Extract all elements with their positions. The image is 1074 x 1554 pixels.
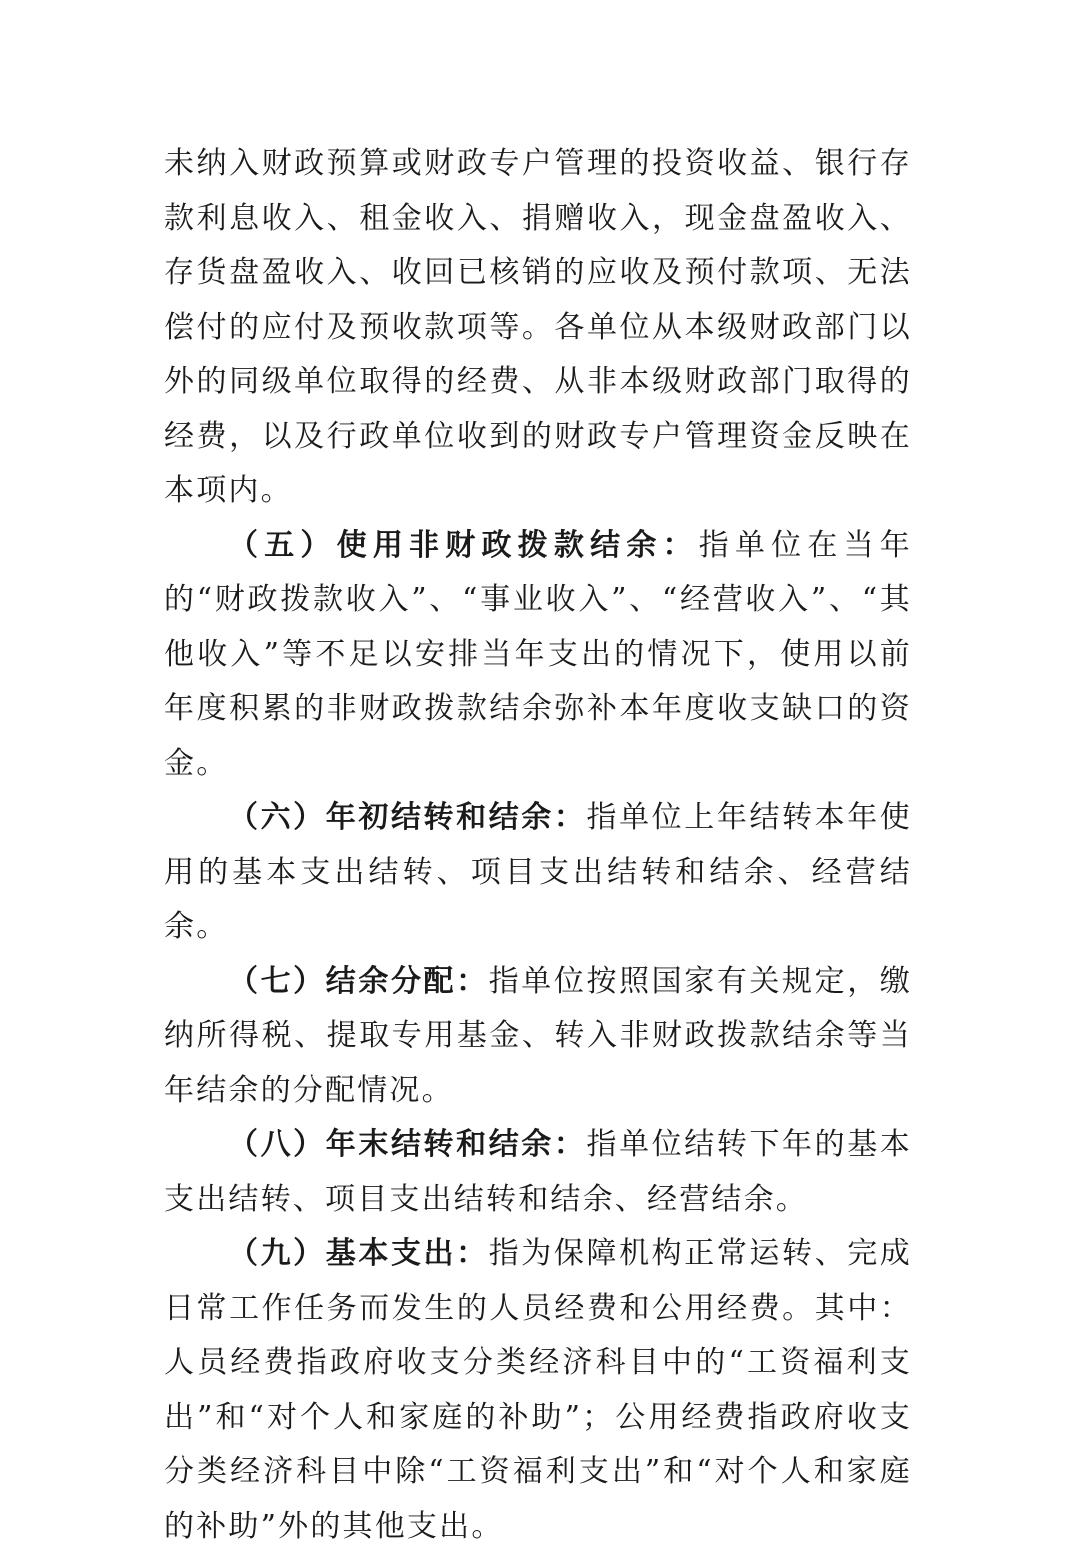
- paragraph-5: [164, 519, 912, 792]
- paragraph-text: 指为保障机构正常运转、完成日常工作任务而发生的人员经费和公用经费。其中：人员经费指政府收支分类经济科目中的“工资福利支出”和“对个人和家庭的补助”；公用经费指政府收支分类经济科目中除“工资福利支出”和“对个人和家庭的补助”外的其他支出。: [164, 1236, 912, 1544]
- paragraph-9: [164, 1227, 912, 1554]
- paragraph-text: 指单位上年结转本年使用的基本支出结转、项目支出结转和结余、经营结余。: [164, 800, 913, 944]
- paragraph-heading: （七）结余分配：: [228, 963, 489, 999]
- paragraph-continued: [164, 137, 912, 519]
- paragraph-heading: （六）年初结转和结余：: [228, 800, 587, 835]
- paragraph-7: [164, 955, 912, 1119]
- paragraph-8: [164, 1118, 912, 1227]
- paragraph-text: 指单位按照国家有关规定，缴纳所得税、提取专用基金、转入非财政拨款结余等当年结余的分配情况。: [164, 963, 912, 1108]
- paragraph-heading: （九）基本支出：: [228, 1236, 489, 1271]
- paragraph-heading: （八）年末结转和结余：: [228, 1127, 587, 1162]
- paragraph-text: 指单位在当年的“财政拨款收入”、“事业收入”、“经营收入”、“其他收入”等不足以安排当年支出的情况下，使用以前年度积累的非财政拨款结余弥补本年度收支缺口的资金。: [164, 527, 913, 781]
- paragraph-heading: （五）使用非财政拨款结余：: [228, 527, 699, 563]
- paragraph-text: 未纳入财政预算或财政专户管理的投资收益、银行存款利息收入、租金收入、捐赠收入，现金盘盈收入、存货盘盈收入、收回已核销的应收及预付款项、无法偿付的应付及预收款项等。各单位从本级财政部门以外的同级单位取得的经费、从非本级财政部门取得的经费，以及行政单位收到的财政专户管理资金反映在本项内。: [164, 146, 912, 508]
- document-body: [164, 137, 912, 1554]
- paragraph-text: 指单位结转下年的基本支出结转、项目支出结转和结余、经营结余。: [164, 1127, 913, 1217]
- paragraph-6: [164, 791, 912, 955]
